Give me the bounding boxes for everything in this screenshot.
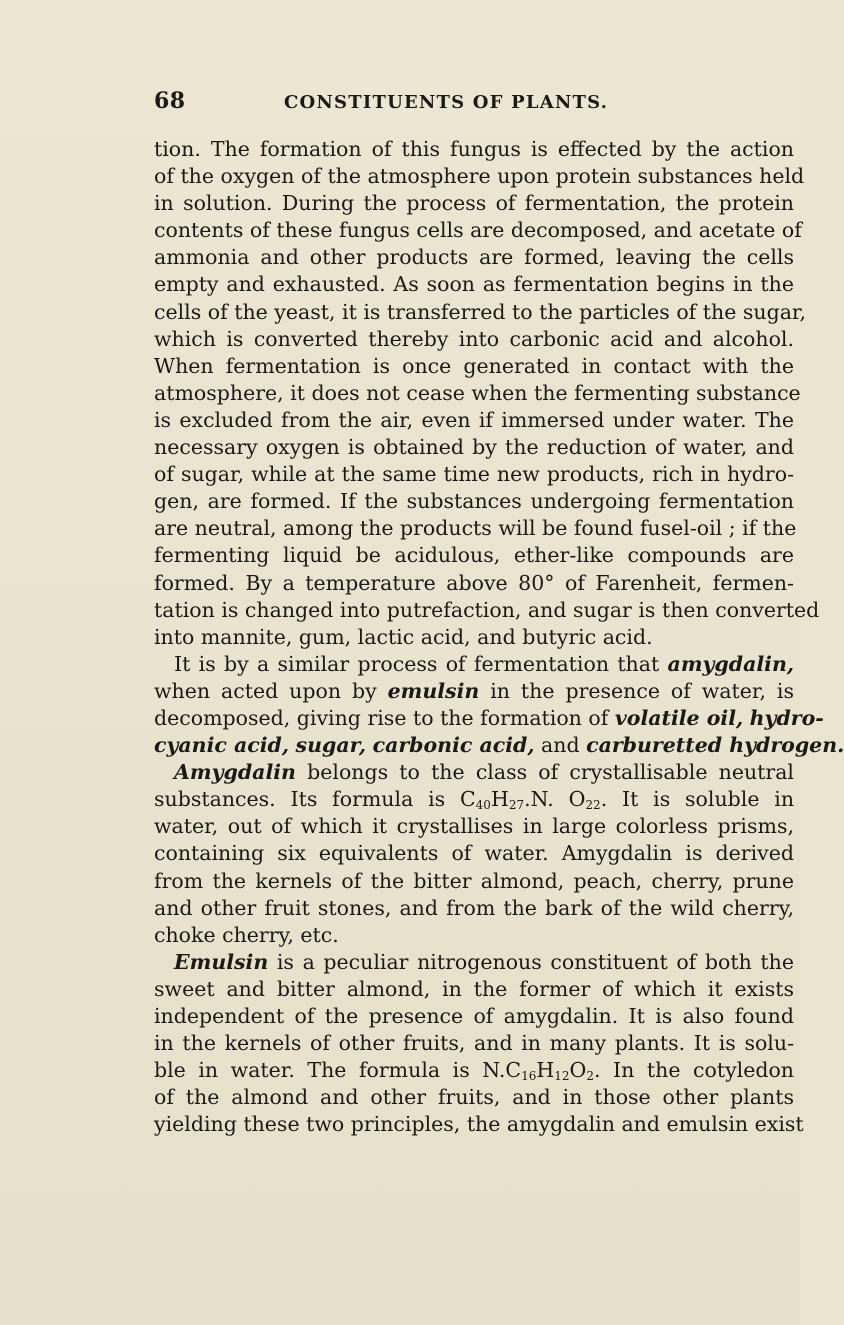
text-line: from the kernels of the bitter almond, peach, cherry, prune <box>154 868 794 893</box>
text-run: substances. Its formula is C <box>154 787 476 812</box>
text-line: in the kernels of other fruits, and in many plants. It is solu- <box>154 1031 794 1056</box>
text-line: formed. By a temperature above 80° of Farenheit, fermen- <box>154 570 794 595</box>
text-line: fermenting liquid be acidulous, ether-like compounds are <box>154 543 794 568</box>
text-line: water, out of which it crystallises in large colorless prisms, <box>154 814 794 839</box>
text-line <box>154 1057 794 1084</box>
text-line: sweet and bitter almond, in the former of which it exists <box>154 976 794 1001</box>
subscript: 12 <box>554 1069 570 1084</box>
italic-term-emulsin: Emulsin <box>174 949 269 974</box>
italic-term-cyanic-acid: cyanic acid, <box>154 733 290 758</box>
subscript: 27 <box>508 798 525 813</box>
subscript: 22 <box>585 798 601 813</box>
text-line: When fermentation is once generated in contact with the <box>154 353 794 378</box>
text-run: belongs to the class of crystallisable neutral <box>295 760 794 785</box>
subscript: 2 <box>586 1069 594 1084</box>
text-line: empty and exhausted. As soon as fermentation begins in the <box>154 272 794 297</box>
text-line <box>154 949 794 976</box>
text-run: O <box>569 1058 587 1083</box>
subscript: 40 <box>475 798 491 813</box>
italic-term-volatile-oil: volatile oil, <box>614 705 744 730</box>
text-run: decomposed, giving rise to the formation of <box>154 705 615 730</box>
text-line: and other fruit stones, and from the bark of the wild cherry, <box>154 895 794 920</box>
italic-term-carburetted-hydrogen: carburetted hydrogen. <box>586 733 844 758</box>
text-line: of the almond and other fruits, and in those other plants <box>154 1085 794 1110</box>
text-line: is excluded from the air, even if immersed under water. The <box>154 407 794 432</box>
text-line: into mannite, gum, lactic acid, and butyric acid. <box>154 624 653 649</box>
text-run: is a peculiar nitrogenous constituent of both the <box>268 949 794 974</box>
text-line: are neutral, among the products will be found fusel-oil ; if the <box>154 516 797 541</box>
italic-term-amygdalin: amygdalin, <box>667 651 794 676</box>
text-line: necessary oxygen is obtained by the reduction of water, and <box>154 435 794 460</box>
text-run: It is by a similar process of fermentation that <box>174 651 668 676</box>
text-line <box>154 651 794 678</box>
page-header <box>154 88 794 118</box>
text-run: ble in water. The formula is N.C <box>154 1058 522 1083</box>
text-run: H <box>536 1058 555 1083</box>
text-line: independent of the presence of amygdalin. It is also found <box>154 1004 794 1028</box>
body-text <box>154 136 844 1316</box>
text-line: tion. The formation of this fungus is effected by the action <box>154 137 794 161</box>
text-line: gen, are formed. If the substances undergoing fermentation <box>154 489 794 514</box>
text-line <box>154 705 824 732</box>
text-run: . In the cotyledon <box>594 1058 795 1083</box>
text-line <box>154 786 794 813</box>
text-line: ammonia and other products are formed, leaving the cells <box>154 245 794 270</box>
text-line: of the oxygen of the atmosphere upon protein substances held <box>154 164 805 189</box>
text-run: and <box>534 733 587 758</box>
text-line: of sugar, while at the same time new products, rich in hydro- <box>154 462 794 487</box>
subscript: 16 <box>521 1069 537 1084</box>
text-run: in the presence of water, is <box>479 678 794 703</box>
italic-term-emulsin: emulsin <box>387 678 480 703</box>
italic-term-sugar: sugar, <box>295 733 367 758</box>
page-number: 68 <box>154 88 186 114</box>
text-run: .N. O <box>524 787 586 812</box>
text-line: tation is changed into putrefaction, and sugar is then converted <box>154 597 820 622</box>
text-line <box>154 678 794 705</box>
text-run: . It is soluble in <box>600 787 795 812</box>
text-line: contents of these fungus cells are decomposed, and acetate of <box>154 218 802 243</box>
text-run: H <box>490 787 509 812</box>
text-line: atmosphere, it does not cease when the fermenting substance <box>154 380 801 405</box>
text-line <box>154 759 794 786</box>
text-line: in solution. During the process of fermentation, the protein <box>154 191 794 216</box>
italic-term-amygdalin: Amygdalin <box>174 760 296 785</box>
text-run: when acted upon by <box>154 678 388 703</box>
text-line: cells of the yeast, it is transferred to the particles of the sugar, <box>154 299 806 324</box>
text-line: containing six equivalents of water. Amygdalin is derived <box>154 841 794 866</box>
text-line: choke cherry, etc. <box>154 922 339 947</box>
text-line <box>154 732 844 759</box>
italic-term-carbonic-acid: carbonic acid, <box>372 733 535 758</box>
text-line: which is converted thereby into carbonic acid and alcohol. <box>154 326 794 351</box>
italic-term-hydro: hydro- <box>749 705 824 730</box>
text-line: yielding these two principles, the amygdalin and emulsin exist <box>154 1112 804 1137</box>
running-head: CONSTITUENTS OF PLANTS. <box>284 92 609 113</box>
